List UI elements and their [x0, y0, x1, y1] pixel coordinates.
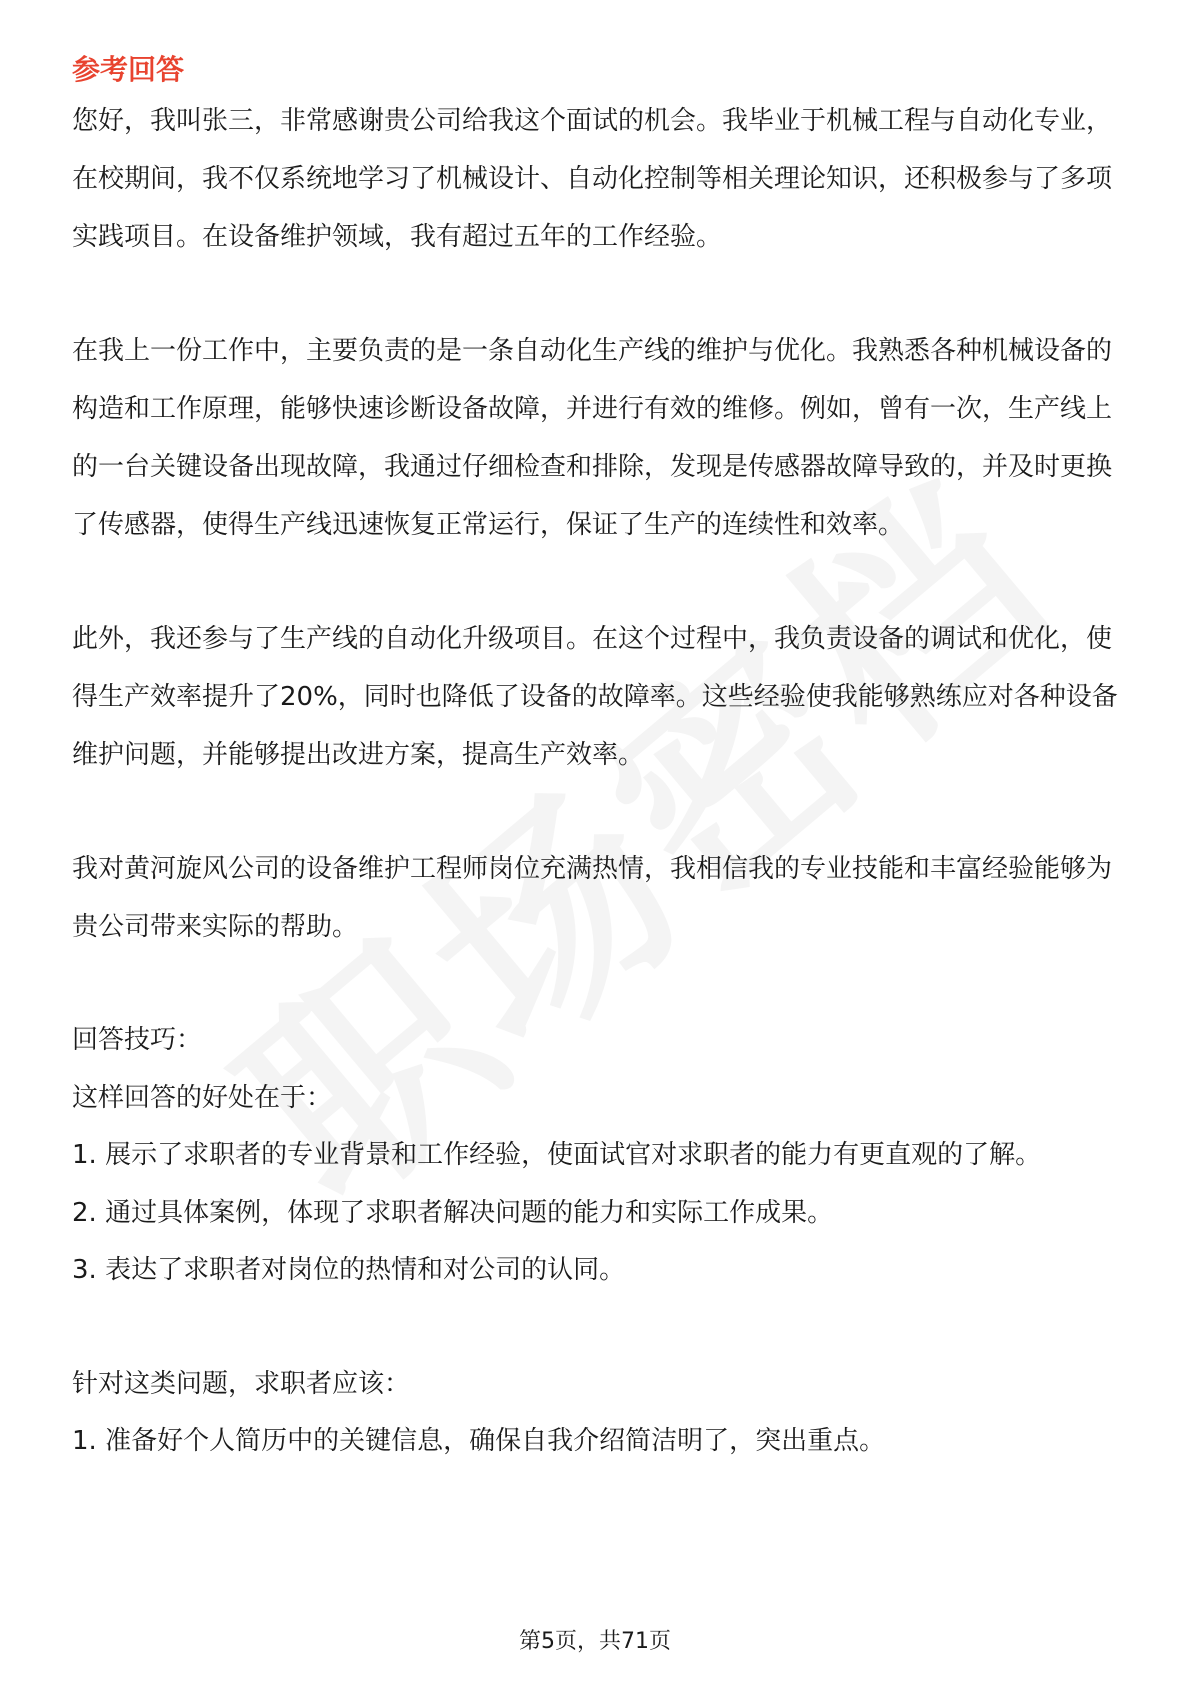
paragraph-experience: 在我上一份工作中，主要负责的是一条自动化生产线的维护与优化。我熟悉各种机械设备的构造和工作原理，能够快速诊断设备故障，并进行有效的维修。例如，曾有一次，生产线上的一台关键设备出现故障，我通过仔细检查和排除，发现是传感器故障导致的，并及时更换了传感器，使得生产线迅速恢复正常运行，保证了生产的连续性和效率。: [72, 336, 1113, 540]
page-number: 第5页，共71页: [519, 1629, 671, 1654]
tips-item: 2. 通过具体案例，体现了求职者解决问题的能力和实际工作成果。: [72, 1197, 834, 1228]
tips-intro: 这样回答的好处在于：: [72, 1082, 333, 1113]
paragraph-closing: 我对黄河旋风公司的设备维护工程师岗位充满热情，我相信我的专业技能和丰富经验能够为贵公司带来实际的帮助。: [72, 854, 1113, 942]
section-heading: 参考回答: [72, 53, 185, 86]
tips-item: 1. 展示了求职者的专业背景和工作经验，使面试官对求职者的能力有更直观的了解。: [72, 1140, 1042, 1170]
paragraph-intro: 您好，我叫张三，非常感谢贵公司给我这个面试的机会。我毕业于机械工程与自动化专业，在校期间，我不仅系统地学习了机械设计、自动化控制等相关理论知识，还积极参与了多项实践项目。在设备维护领域，我有超过五年的工作经验。: [72, 106, 1113, 252]
advice-item: 1. 准备好个人简历中的关键信息，确保自我介绍简洁明了，突出重点。: [72, 1426, 886, 1456]
main-content: [72, 46, 1120, 1471]
tips-title: 回答技巧：: [72, 1025, 203, 1055]
paragraph-upgrade-project: 此外，我还参与了生产线的自动化升级项目。在这个过程中，我负责设备的调试和优化，使得生产效率提升了20%，同时也降低了设备的故障率。这些经验使我能够熟练应对各种设备维护问题，并能够提出改进方案，提高生产效率。: [72, 624, 1118, 770]
advice-intro: 针对这类问题，求职者应该：: [72, 1368, 411, 1399]
tips-item: 3. 表达了求职者对岗位的热情和对公司的认同。: [72, 1255, 626, 1285]
